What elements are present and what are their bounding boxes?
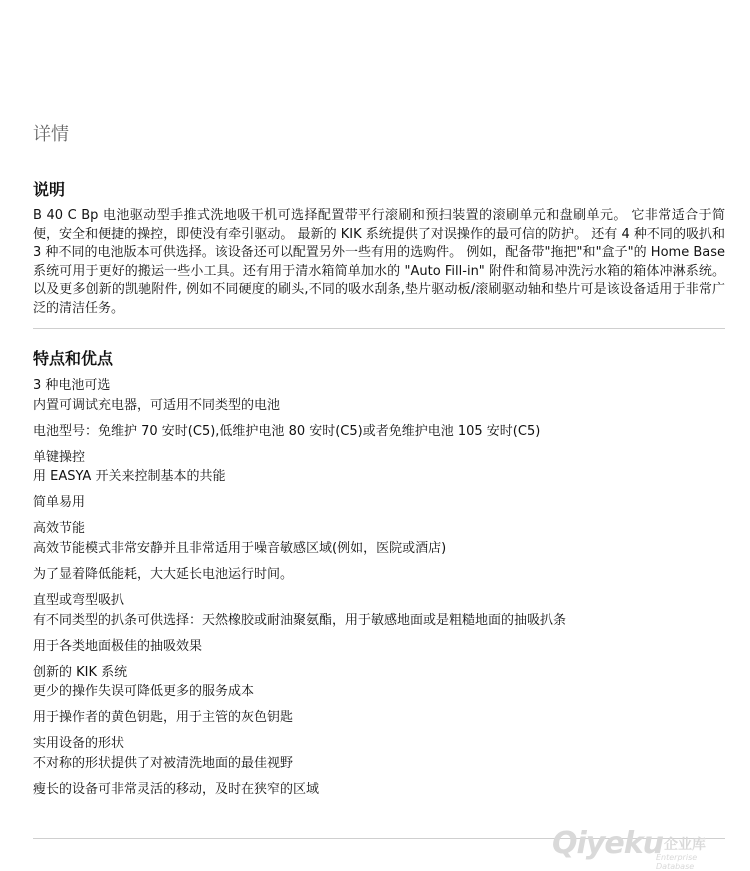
feature-item: 瘦长的设备可非常灵活的移动，及时在狭窄的区域 — [33, 782, 320, 798]
feature-group-kik — [33, 663, 725, 728]
feature-item: 不对称的形状提供了对被清洗地面的最佳视野 — [33, 755, 294, 771]
feature-item: 有不同类型的扒条可供选择：天然橡胶或耐油聚氨酯，用于敏感地面或是粗糙地面的抽吸扒条 — [33, 612, 567, 628]
watermark-logo-text: Qiyeku — [552, 826, 663, 861]
feature-group-eco — [33, 519, 725, 584]
feature-item: 用于各类地面极佳的抽吸效果 — [33, 638, 203, 654]
feature-group-title: 创新的 KIK 系统 — [33, 664, 128, 680]
feature-item: 用 EASYA 开关来控制基本的共能 — [33, 469, 226, 485]
feature-group-title: 直型或弯型吸扒 — [33, 593, 125, 609]
watermark-en-text: Enterprise Database — [656, 853, 698, 871]
feature-item: 高效节能模式非常安静并且非常适用于噪音敏感区域(例如，医院或酒店) — [33, 540, 447, 556]
page-title: 详情 — [33, 124, 69, 145]
features-list — [33, 376, 725, 806]
section-divider — [33, 328, 725, 329]
feature-item: 电池型号：免维护 70 安时(C5),低维护电池 80 安时(C5)或者免维护电池 105 安时(C5) — [33, 423, 541, 439]
feature-item: 简单易用 — [33, 495, 86, 511]
feature-group-title: 单键操控 — [33, 449, 86, 465]
feature-item: 内置可调试充电器，可适用不同类型的电池 — [33, 397, 281, 413]
watermark-logo — [552, 826, 732, 871]
feature-item: 为了显着降低能耗，大大延长电池运行时间。 — [33, 566, 294, 582]
feature-item: 更少的操作失误可降低更多的服务成本 — [33, 684, 255, 700]
feature-group-one-button — [33, 448, 725, 513]
description-heading: 说明 — [33, 180, 66, 199]
feature-item: 用于操作者的黄色钥匙，用于主管的灰色钥匙 — [33, 710, 294, 726]
feature-group-battery — [33, 376, 725, 441]
feature-group-shape — [33, 734, 725, 799]
feature-group-squeegee — [33, 591, 725, 656]
features-heading: 特点和优点 — [33, 349, 114, 368]
feature-group-title: 实用设备的形状 — [33, 736, 125, 752]
feature-group-title: 3 种电池可选 — [33, 378, 111, 393]
description-text: B 40 C Bp 电池驱动型手推式洗地吸干机可选择配置带平行滚刷和预扫装置的滚刷单元和盘刷单元。 它非常适合于简便，安全和便捷的操控，即使没有牵引驱动。 最新的 KIK 系统提供了对误操作的最可信的防护。 还有 4 种不同的吸扒和 3 种不同的电池版本可供选择。该设备还可以配置另外一些有用的选购件。 例如，配备带"拖把"和"盒子"的 Home Base 系统可用于更好的搬运一些小工具。还有用于清水箱简单加水的 "Auto Fill-in" 附件和简易冲洗污水箱的箱体冲淋系统。以及更多创新的凯驰附件, 例如不同硬度的刷头,不同的吸水刮条,垫片驱动板/滚刷驱动轴和垫片可是该设备适用于非常广泛的清洁任务。 — [33, 208, 725, 316]
watermark-cn-text: 企业库 — [664, 837, 706, 853]
feature-group-title: 高效节能 — [33, 521, 86, 537]
